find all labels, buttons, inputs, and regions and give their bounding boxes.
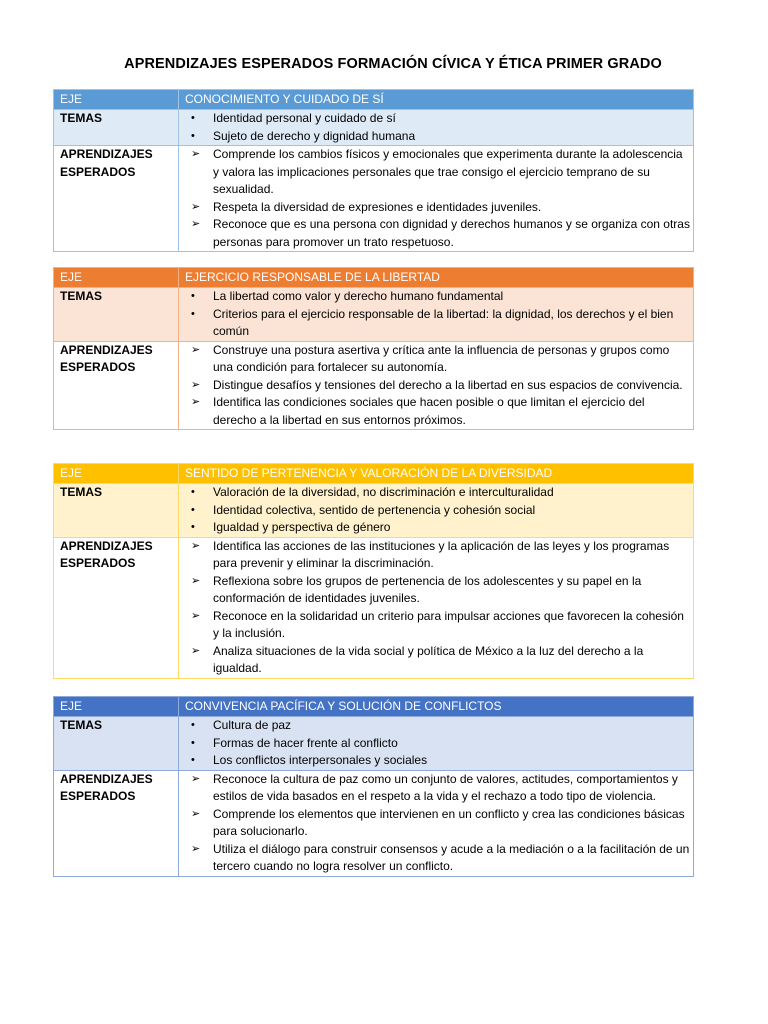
tema-item [185,484,690,502]
tema-text: Identidad personal y cuidado de sí [213,111,396,125]
aprendizaje-item [185,377,690,395]
aprendizajes-label: APRENDIZAJES ESPERADOS [54,146,179,252]
aprendizajes-list [185,342,690,430]
bullet-icon: • [191,486,195,498]
tema-text: Cultura de paz [213,718,292,732]
aprendizajes-row [54,146,694,252]
tema-text: La libertad como valor y derecho humano fundamental [213,289,504,303]
aprendizajes-cell [179,770,694,876]
temas-row [54,484,694,538]
bullet-icon: • [191,754,195,766]
arrow-bullet-icon: ➢ [191,148,201,160]
tema-item [185,288,690,306]
aprendizaje-text: Reconoce que es una persona con dignidad y derechos humanos y se organiza con otras personas para promover un trato respetuoso. [213,217,690,249]
aprendizajes-row [54,537,694,678]
tema-text: Formas de hacer frente al conflicto [213,735,398,750]
temas-cell [179,484,694,538]
temas-list [185,717,690,770]
aprendizaje-item [185,199,690,217]
bullet-icon: • [191,521,195,533]
eje-title: EJERCICIO RESPONSABLE DE LA LIBERTAD [179,268,694,288]
temas-cell [179,110,694,146]
aprendizaje-text: Distingue desafíos y tensiones del derecho a la libertad en sus espacios de convivencia. [213,377,683,392]
tema-text: Igualdad y perspectiva de género [213,520,391,534]
tema-item [185,502,690,520]
aprendizaje-text: Comprende los elementos que intervienen en un conflicto y crea las condiciones básicas para solucionarlo. [213,806,685,838]
aprendizaje-item [185,538,690,573]
aprendizaje-item [185,608,690,643]
tema-item [185,752,690,770]
aprendizaje-text: Reconoce en la solidaridad un criterio para impulsar acciones que favorecen la cohesión y la inclusión. [213,608,684,640]
temas-list [185,288,690,341]
eje-header-row [54,697,694,717]
tema-item [185,110,690,128]
aprendizaje-item [185,643,690,678]
page-title: APRENDIZAJES ESPERADOS FORMACIÓN CÍVICA Y ÉTICA PRIMER GRADO [124,56,662,72]
aprendizajes-list [185,771,690,876]
tema-item [185,519,690,537]
temas-cell [179,717,694,771]
tema-item [185,128,690,146]
arrow-bullet-icon: ➢ [191,807,201,820]
arrow-bullet-icon: ➢ [191,378,201,391]
aprendizaje-text: Construye una postura asertiva y crítica ante la influencia de personas y grupos como una condición para fortalecer su autonomía. [213,342,670,374]
tema-item [185,717,690,735]
aprendizaje-item [185,841,690,876]
aprendizaje-text: Identifica las condiciones sociales que hacen posible o que limitan el ejercicio del derecho a la libertad en sus entornos próximos. [213,395,645,427]
eje-table-libertad [53,267,694,430]
eje-table-convivencia [53,696,694,877]
bullet-icon: • [191,503,195,516]
eje-header-row [54,90,694,110]
temas-list [185,110,690,145]
eje-table-conocimiento [53,89,694,252]
aprendizaje-item [185,146,690,199]
temas-cell [179,288,694,342]
arrow-bullet-icon: ➢ [191,574,201,587]
bullet-icon: • [191,719,195,731]
aprendizajes-row [54,770,694,876]
tema-text: Sujeto de derecho y dignidad humana [213,128,416,143]
arrow-bullet-icon: ➢ [191,539,201,552]
aprendizajes-cell [179,146,694,252]
temas-label: TEMAS [54,484,179,538]
aprendizaje-text: Reconoce la cultura de paz como un conjunto de valores, actitudes, comportamientos y estilos de vida basados en el respeto a la vida y el rechazo a todo tipo de violencia. [213,771,678,803]
eje-header-row [54,464,694,484]
eje-label: EJE [54,697,179,717]
tema-text: Valoración de la diversidad, no discriminación e interculturalidad [213,485,554,499]
bullet-icon: • [191,307,195,320]
temas-label: TEMAS [54,288,179,342]
aprendizaje-item [185,216,690,251]
aprendizajes-label: APRENDIZAJES ESPERADOS [54,770,179,876]
temas-list [185,484,690,537]
bullet-icon: • [191,112,195,124]
tema-item [185,306,690,341]
aprendizaje-item [185,573,690,608]
eje-table-pertenencia [53,463,694,679]
eje-label: EJE [54,268,179,288]
aprendizajes-row [54,341,694,430]
aprendizaje-item [185,342,690,377]
aprendizajes-label: APRENDIZAJES ESPERADOS [54,537,179,678]
aprendizaje-text: Identifica las acciones de las instituciones y la aplicación de las leyes y los programas para prevenir y eliminar la discriminación. [213,538,670,570]
arrow-bullet-icon: ➢ [191,343,201,356]
bullet-icon: • [191,290,195,302]
tema-text: Criterios para el ejercicio responsable de la libertad: la dignidad, los derechos y el bien común [213,306,674,338]
arrow-bullet-icon: ➢ [191,842,201,855]
tema-item [185,735,690,753]
aprendizaje-text: Reflexiona sobre los grupos de pertenencia de los adolescentes y su papel en la conformación de identidades juveniles. [213,573,642,605]
eje-title: SENTIDO DE PERTENENCIA Y VALORACIÓN DE LA DIVERSIDAD [179,464,694,484]
eje-title: CONOCIMIENTO Y CUIDADO DE SÍ [179,90,694,110]
arrow-bullet-icon: ➢ [191,644,201,657]
arrow-bullet-icon: ➢ [191,772,201,785]
aprendizaje-text: Comprende los cambios físicos y emocionales que experimenta durante la adolescencia y valora las implicaciones personales que trae consigo el ejercicio temprano de su sexualidad. [213,147,683,196]
aprendizaje-item [185,394,690,429]
aprendizaje-text: Analiza situaciones de la vida social y política de México a la luz del derecho a la igualdad. [213,643,644,675]
aprendizajes-label: APRENDIZAJES ESPERADOS [54,341,179,430]
eje-label: EJE [54,464,179,484]
aprendizaje-item [185,771,690,806]
eje-label: EJE [54,90,179,110]
aprendizaje-text: Respeta la diversidad de expresiones e identidades juveniles. [213,199,542,214]
temas-row [54,717,694,771]
bullet-icon: • [191,129,195,142]
tema-text: Identidad colectiva, sentido de pertenencia y cohesión social [213,502,536,517]
temas-row [54,288,694,342]
aprendizaje-text: Utiliza el diálogo para construir consensos y acude a la mediación o a la facilitación de un tercero cuando no logra resolver un conflicto. [213,841,690,873]
arrow-bullet-icon: ➢ [191,200,201,213]
aprendizajes-list [185,538,690,678]
aprendizaje-item [185,806,690,841]
arrow-bullet-icon: ➢ [191,396,201,408]
tema-text: Los conflictos interpersonales y sociales [213,753,428,767]
aprendizajes-list [185,146,690,251]
arrow-bullet-icon: ➢ [191,609,201,622]
temas-label: TEMAS [54,110,179,146]
arrow-bullet-icon: ➢ [191,218,201,230]
bullet-icon: • [191,736,195,749]
temas-row [54,110,694,146]
eje-header-row [54,268,694,288]
eje-title: CONVIVENCIA PACÍFICA Y SOLUCIÓN DE CONFLICTOS [179,697,694,717]
aprendizajes-cell [179,537,694,678]
aprendizajes-cell [179,341,694,430]
temas-label: TEMAS [54,717,179,771]
